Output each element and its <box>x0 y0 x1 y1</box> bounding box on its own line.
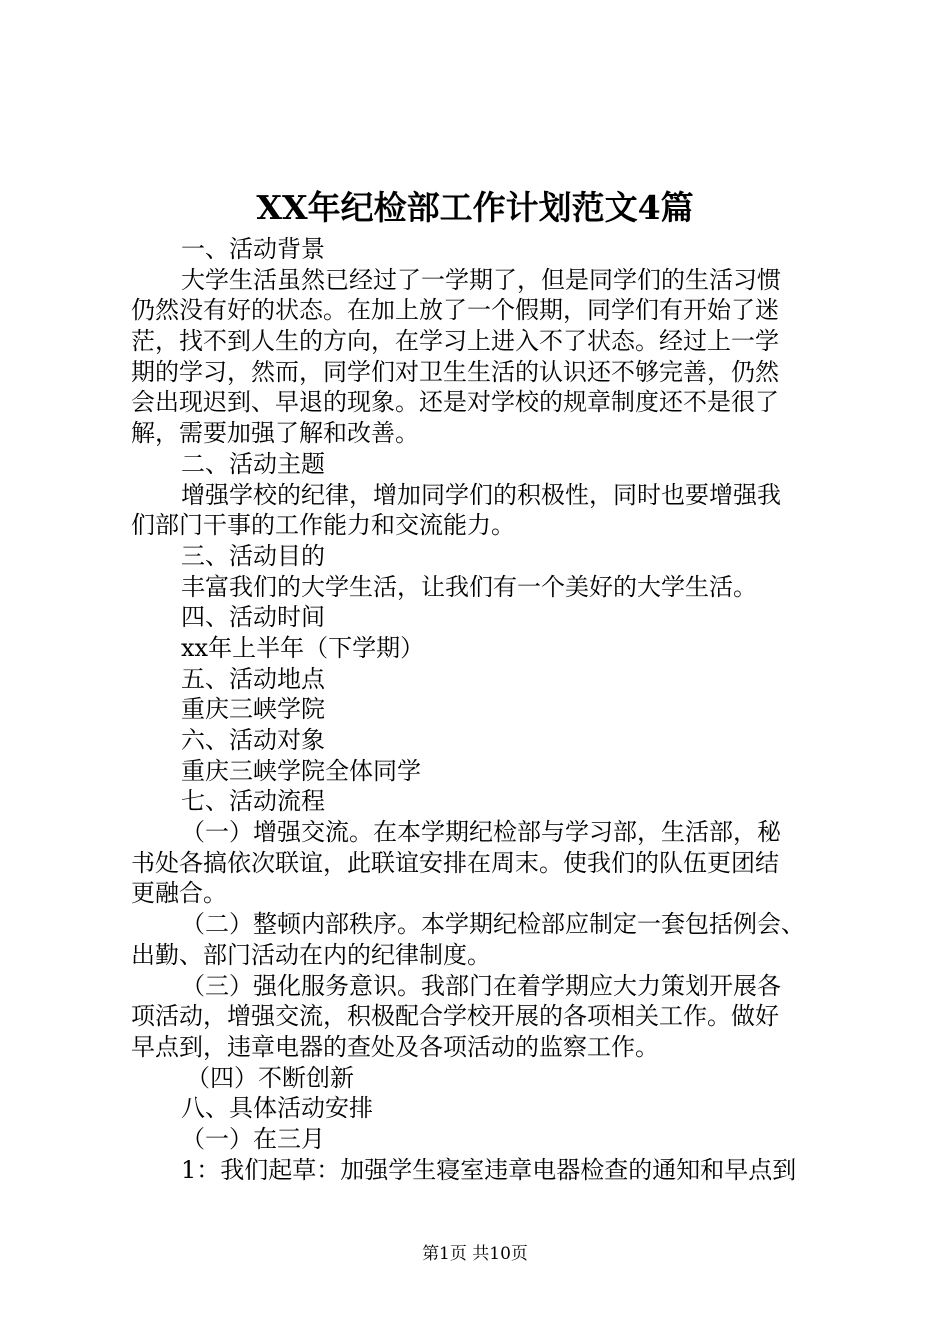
paragraph-line: （四）不断创新 <box>186 1063 354 1092</box>
heading-activity-purpose: 三、活动目的 <box>181 541 325 570</box>
paragraph-line: 会出现迟到、早退的现象。还是对学校的规章制度还不是很了 <box>131 388 779 417</box>
paragraph-line: （二）整顿内部秩序。本学期纪检部应制定一套包括例会、 <box>181 910 805 939</box>
paragraph-line: （一）增强交流。在本学期纪检部与学习部，生活部，秘 <box>181 818 781 847</box>
document-body <box>131 234 831 1185</box>
paragraph-line: （一）在三月 <box>181 1124 325 1153</box>
page-footer: 第1页 共10页 <box>422 1244 528 1264</box>
paragraph-line: 出勤、部门活动在内的纪律制度。 <box>131 940 491 969</box>
heading-activity-time: 四、活动时间 <box>181 603 325 632</box>
paragraph-line: 重庆三峡学院 <box>181 695 325 724</box>
paragraph-line: 丰富我们的大学生活，让我们有一个美好的大学生活。 <box>181 572 757 601</box>
paragraph-line: 仍然没有好的状态。在加上放了一个假期，同学们有开始了迷 <box>131 296 779 325</box>
paragraph-line: 解，需要加强了解和改善。 <box>131 419 419 448</box>
heading-activity-theme: 二、活动主题 <box>181 449 325 478</box>
page-title: XX年纪检部工作计划范文4篇 <box>256 188 694 227</box>
paragraph-line: 大学生活虽然已经过了一学期了，但是同学们的生活习惯 <box>181 265 781 294</box>
paragraph-line: 书处各搞依次联谊，此联谊安排在周末。使我们的队伍更团结 <box>131 848 779 877</box>
heading-activity-process: 七、活动流程 <box>181 787 325 816</box>
paragraph-line: 重庆三峡学院全体同学 <box>181 756 421 785</box>
heading-activity-background: 一、活动背景 <box>181 235 325 263</box>
paragraph-line: 茫，找不到人生的方向，在学习上进入不了状态。经过上一学 <box>131 327 779 356</box>
paragraph-line: xx年上半年（下学期） <box>181 633 425 662</box>
paragraph-line: 更融合。 <box>131 879 227 908</box>
heading-activity-audience: 六、活动对象 <box>181 726 325 754</box>
paragraph-line: 1：我们起草：加强学生寝室违章电器检查的通知和早点到 <box>181 1155 797 1184</box>
heading-activity-schedule: 八、具体活动安排 <box>181 1094 373 1123</box>
paragraph-line: 项活动，增强交流，积极配合学校开展的各项相关工作。做好 <box>131 1002 779 1031</box>
paragraph-line: 增强学校的纪律，增加同学们的积极性，同时也要增强我 <box>181 480 781 509</box>
paragraph-line: 们部门干事的工作能力和交流能力。 <box>131 511 515 540</box>
paragraph-line: 早点到，违章电器的查处及各项活动的监察工作。 <box>131 1032 659 1061</box>
paragraph-line: （三）强化服务意识。我部门在着学期应大力策划开展各 <box>181 971 781 1000</box>
paragraph-line: 期的学习，然而，同学们对卫生生活的认识还不够完善，仍然 <box>131 357 779 386</box>
heading-activity-location: 五、活动地点 <box>181 664 325 693</box>
